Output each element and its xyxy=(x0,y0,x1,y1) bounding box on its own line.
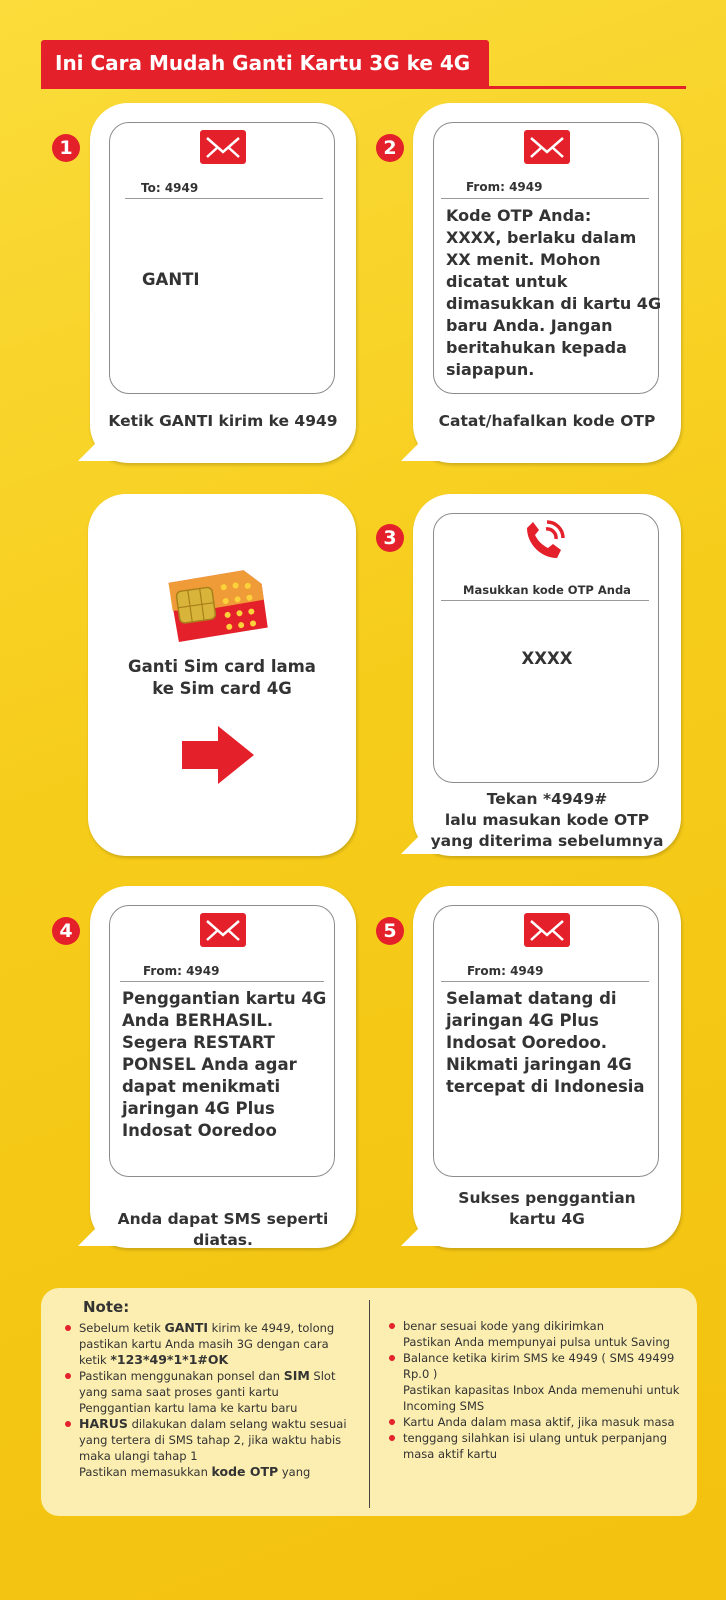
note-text: Pastikan kapasitas Inbox Anda memenuhi untuk Incoming SMS xyxy=(403,1383,680,1413)
notes-left-column xyxy=(63,1320,355,1480)
header-divider xyxy=(441,198,649,199)
note-text: Pastikan Anda mempunyai pulsa untuk Saving xyxy=(403,1335,670,1349)
note-bold-text: *123*49*1*1#OK xyxy=(110,1352,229,1367)
bullet-icon xyxy=(389,1323,395,1329)
note-text: Slot yang sama saat proses ganti kartu xyxy=(79,1369,336,1399)
note-text: benar sesuai kode yang dikirimkan xyxy=(403,1319,605,1333)
envelope-icon xyxy=(524,130,570,164)
note-item xyxy=(387,1382,683,1414)
envelope-icon xyxy=(524,913,570,947)
step-number-3: 3 xyxy=(376,524,404,552)
note-text: Pastikan menggunakan ponsel dan xyxy=(79,1369,284,1383)
note-text: Pastikan memasukkan xyxy=(79,1465,212,1479)
note-bold-text: SIM xyxy=(283,1368,310,1383)
step-caption: Catat/hafalkan kode OTP xyxy=(438,412,656,430)
note-text: tenggang silahkan isi ulang untuk perpanjang masa aktif kartu xyxy=(403,1431,668,1461)
note-item xyxy=(63,1416,355,1464)
bullet-icon xyxy=(389,1419,395,1425)
sms-sender: From: 4949 xyxy=(466,180,543,194)
note-text: Kartu Anda dalam masa aktif, jika masuk masa xyxy=(403,1415,675,1429)
step-number-2: 2 xyxy=(376,134,404,162)
sim-swap-card xyxy=(88,494,356,856)
note-item xyxy=(63,1400,355,1416)
step-number-1: 1 xyxy=(52,134,80,162)
note-text: Penggantian kartu lama ke kartu baru xyxy=(79,1401,298,1415)
note-text: Balance ketika kirim SMS ke 4949 ( SMS 49499 Rp.0 ) xyxy=(403,1351,675,1381)
step-number-4: 4 xyxy=(52,917,80,945)
header-divider xyxy=(125,198,323,199)
otp-placeholder: XXXX xyxy=(521,649,573,668)
notes-panel xyxy=(41,1288,697,1516)
note-bold-text: HARUS xyxy=(79,1416,128,1431)
header-divider xyxy=(441,600,649,601)
sms-sender: From: 4949 xyxy=(467,964,544,978)
header-divider xyxy=(120,981,324,982)
envelope-icon xyxy=(200,913,246,947)
bullet-icon xyxy=(65,1373,71,1379)
caption-line-1: Anda dapat SMS seperti diatas. xyxy=(117,1210,329,1249)
notes-right-column xyxy=(387,1318,683,1462)
sim-card-icon xyxy=(164,564,274,648)
note-item xyxy=(387,1414,683,1430)
step-card-5 xyxy=(413,886,681,1248)
page-title: Ini Cara Mudah Ganti Kartu 3G ke 4G xyxy=(41,40,489,86)
sim-swap-caption: Ganti Sim card lama ke Sim card 4G xyxy=(128,657,316,698)
note-item xyxy=(387,1334,683,1350)
step-caption: Tekan *4949# lalu masukan kode OTP yang diterima sebelumnya xyxy=(430,790,664,850)
step-card-3 xyxy=(413,494,681,856)
sms-message: Kode OTP Anda: XXXX, berlaku dalam XX menit. Mohon dicatat untuk dimasukkan di kartu 4G baru Anda. Jangan beritahukan kepada siapapun. xyxy=(446,206,662,379)
note-item xyxy=(387,1350,683,1382)
header-divider xyxy=(441,981,649,982)
note-item xyxy=(63,1368,355,1400)
note-text: kirim ke 4949, tolong pastikan kartu Anda masih 3G dengan cara ketik xyxy=(79,1321,335,1367)
note-text: yang xyxy=(278,1465,311,1479)
step-card-1 xyxy=(90,103,356,463)
otp-prompt: Masukkan kode OTP Anda xyxy=(463,583,631,597)
envelope-icon xyxy=(200,130,246,164)
note-bold-text: GANTI xyxy=(164,1320,209,1335)
step-card-4 xyxy=(90,886,356,1248)
note-text: dilakukan dalam selang waktu sesuai yang tertera di SMS tahap 2, jika waktu habis maka ulangi tahap 1 xyxy=(79,1417,347,1463)
step-number-5: 5 xyxy=(376,917,404,945)
sms-message: Selamat datang di jaringan 4G Plus Indosat Ooredoo. Nikmati jaringan 4G tercepat di Indonesia xyxy=(446,989,645,1096)
note-item xyxy=(387,1318,683,1334)
bullet-icon xyxy=(389,1355,395,1361)
notes-divider xyxy=(369,1300,370,1508)
phone-call-icon xyxy=(519,514,571,570)
step-caption: Sukses penggantian kartu 4G xyxy=(458,1189,636,1228)
title-underline xyxy=(41,86,686,89)
arrow-right-icon xyxy=(180,724,256,790)
note-item xyxy=(63,1464,355,1480)
sms-sender: From: 4949 xyxy=(143,964,220,978)
notes-title: Note: xyxy=(83,1298,130,1316)
note-item xyxy=(387,1430,683,1462)
bullet-icon xyxy=(65,1421,71,1427)
step-caption: Ketik GANTI kirim ke 4949 xyxy=(108,412,338,430)
note-text: Sebelum ketik xyxy=(79,1321,165,1335)
bullet-icon xyxy=(65,1325,71,1331)
note-item xyxy=(63,1320,355,1368)
sms-recipient: To: 4949 xyxy=(141,181,199,195)
step-card-2 xyxy=(413,103,681,463)
note-bold-text: kode OTP xyxy=(211,1464,279,1479)
sms-message: GANTI xyxy=(142,270,200,289)
sms-message: Penggantian kartu 4G Anda BERHASIL. Segera RESTART PONSEL Anda agar dapat menikmati jaringan 4G Plus Indosat Ooredoo xyxy=(122,989,327,1140)
bullet-icon xyxy=(389,1435,395,1441)
